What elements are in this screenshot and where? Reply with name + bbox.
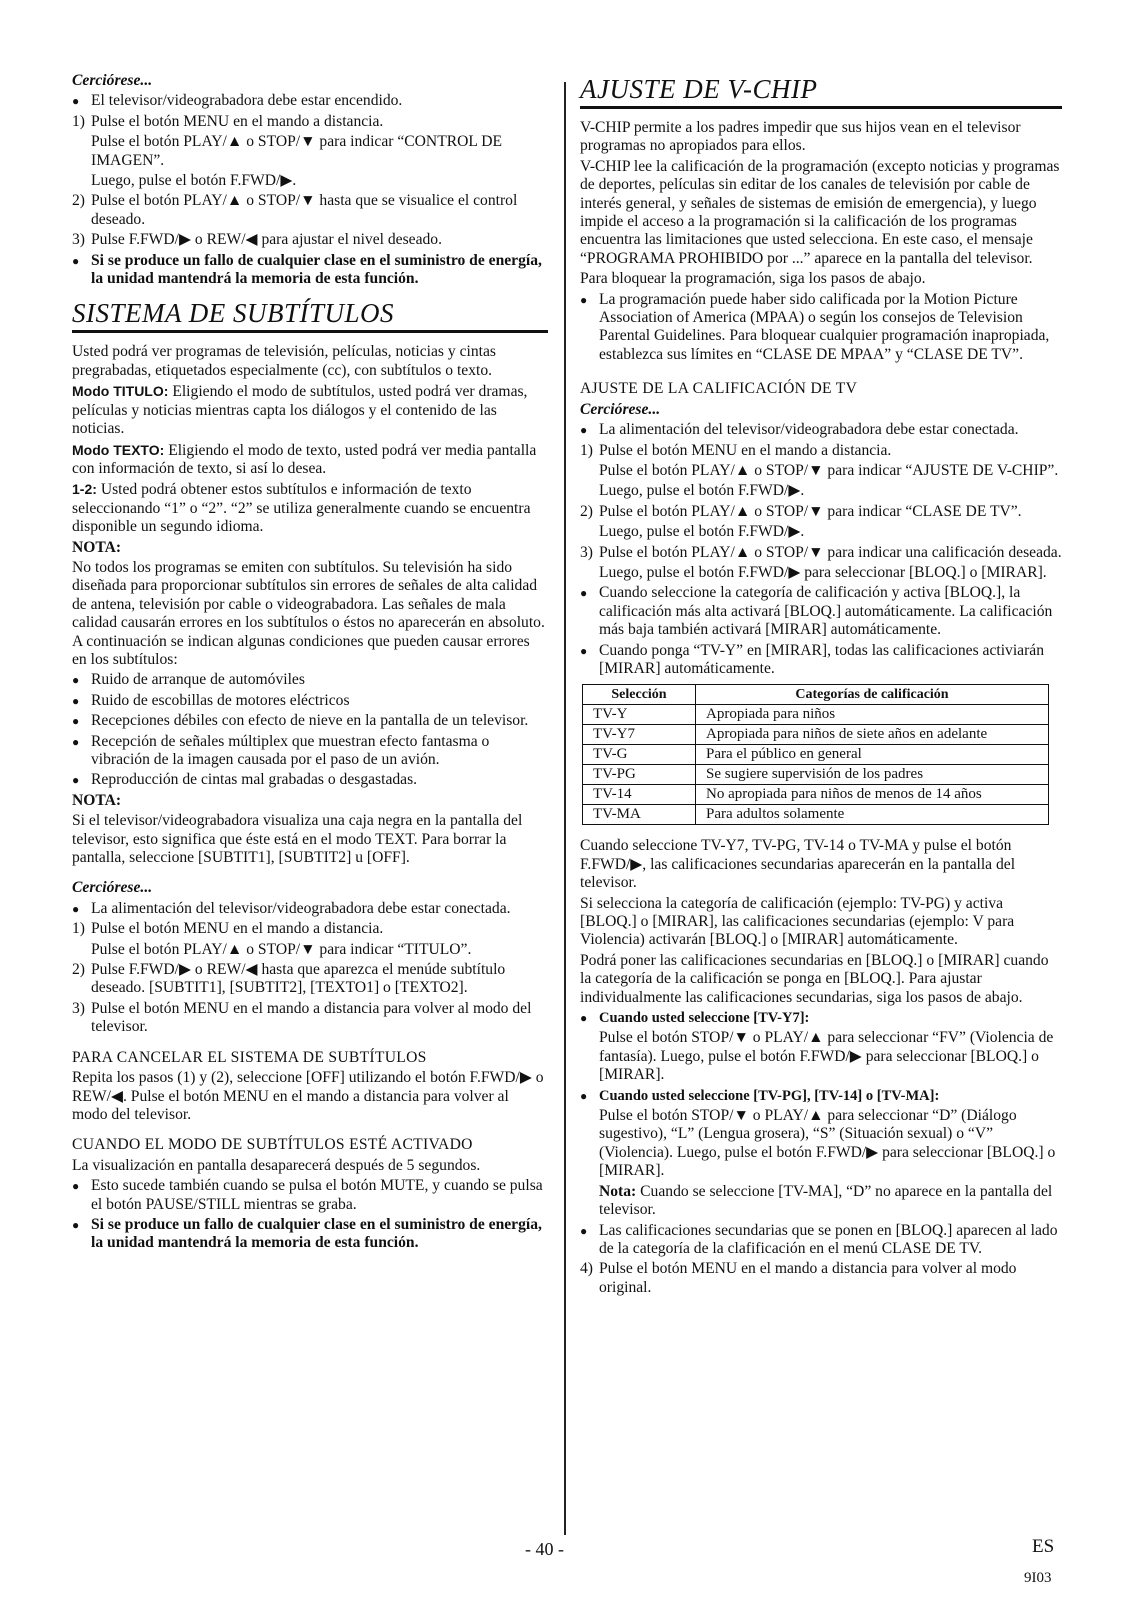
- step-1-detail-2: Luego, pulse el botón F.FWD/▶.: [599, 482, 805, 500]
- bullet-item: ● Cuando ponga “TV-Y” en [MIRAR], todas las calificaciones activiarán [MIRAR] automáticamente.: [580, 642, 1062, 679]
- vchip-p6: Podrá poner las calificaciones secundarias en [BLOQ.] o [MIRAR] cuando la categoría de la calificación se ponga en [BLOQ.]. Para ajustar individualmente las calificaciones secundarias, siga los pasos de abajo.: [580, 951, 1049, 1006]
- tv-pg-text: Pulse el botón STOP/▼ o PLAY/▲ para seleccionar “D” (Diálogo sugestivo), “L” (Lengua grosera), “S” (Situación sexual) o “V” (Violencia). Luego, pulse el botón F.FWD/▶ para seleccionar [BLOQ.] o [MIRAR].: [599, 1107, 1056, 1180]
- step-3: 3) Pulse el botón MENU en el mando a distancia para volver al modo del televisor.: [72, 999, 532, 1036]
- right-column: [580, 0, 1062, 1600]
- step-3-detail: Luego, pulse el botón F.FWD/▶ para seleccionar [BLOQ.] o [MIRAR].: [599, 563, 1047, 581]
- left-column: [72, 0, 548, 1600]
- rating-table: [582, 684, 1049, 825]
- tv-y7-heading: ● Cuando usted seleccione [TV-Y7]:: [580, 1009, 1062, 1027]
- subheading-cancel: PARA CANCELAR EL SISTEMA DE SUBTÍTULOS: [72, 1048, 427, 1066]
- mode-titulo: Modo TITULO: Eligiendo el modo de subtítulos, usted podrá ver dramas, películas y noticias mientras capta los diálogos y el contenido de las noticias.: [72, 383, 528, 438]
- subheading-active: CUANDO EL MODO DE SUBTÍTULOS ESTÉ ACTIVADO: [72, 1136, 473, 1154]
- step-1: 1) Pulse el botón MENU en el mando a distancia.: [72, 920, 384, 938]
- step-3: 3) Pulse el botón PLAY/▲ o STOP/▼ para indicar una calificación deseada.: [580, 543, 1062, 561]
- section-title-vchip: AJUSTE DE V-CHIP: [580, 74, 1062, 109]
- rating-description: Se sugiere supervisión de los padres: [696, 765, 1049, 785]
- vchip-p1: V-CHIP permite a los padres impedir que sus hijos vean en el televisor programas no apropiados para ellos.: [580, 119, 1021, 155]
- active-text: La visualización en pantalla desaparecerá después de 5 segundos.: [72, 1156, 481, 1174]
- step-1-detail: Pulse el botón PLAY/▲ o STOP/▼ para indicar “TITULO”.: [91, 940, 472, 958]
- tv-ma-note: Nota: Cuando se seleccione [TV-MA], “D” no aparece en la pantalla del televisor.: [599, 1182, 1053, 1219]
- step-1: 1) Pulse el botón MENU en el mando a distancia.: [72, 112, 384, 130]
- memory-note-2: ● Si se produce un fallo de cualquier clase en el suministro de energía, la unidad mantendrá la memoria de esta función.: [72, 1216, 548, 1253]
- nota-text-2: Si el televisor/videograbadora visualiza una caja negra en la pantalla del televisor, esto significa que éste está en el modo TEXT. Para borrar la pantalla, seleccione [SUBTIT1], [SUBTIT2] u [OFF].: [72, 812, 523, 867]
- bullet-item: ● La programación puede haber sido calificada por la Motion Picture Association of America (MPAA) o según los consejos de Television Parental Guidelines. Para bloquear cualquier programación inapropiada, establezca sus límites en “CLASE DE MPAA” y “CLASE DE TV”.: [580, 291, 1062, 365]
- nota-label: NOTA:: [72, 538, 122, 556]
- vchip-section: [580, 70, 1062, 1299]
- nota-label-2: NOTA:: [72, 791, 122, 809]
- nota-text: No todos los programas se emiten con subtítulos. Su televisión ha sido diseñada para proporcionar subtítulos sin errores de señales de alta calidad de antena, televisión por cable o videograbadora. Las señales de mala calidad causarán errores en los subtítulos o éstos no aparecerán en absoluto. A continuación se indican algunas condiciones que pueden causar errores en los subtítulos:: [72, 558, 545, 668]
- section-title-subtitulos: SISTEMA DE SUBTÍTULOS: [72, 298, 548, 333]
- rating-code: TV-G: [583, 745, 696, 765]
- bullet-item: ● Esto sucede también cuando se pulsa el botón MUTE, y cuando se pulsa el botón PAUSE/STILL mientras se graba.: [72, 1177, 548, 1214]
- vchip-p3: Para bloquear la programación, siga los pasos de abajo.: [580, 270, 926, 288]
- page-number: - 40 -: [525, 1539, 564, 1559]
- table-row: [583, 745, 1049, 765]
- table-row: [583, 805, 1049, 825]
- condition-item: ● Ruido de escobillas de motores eléctricos: [72, 692, 548, 710]
- step-1-detail-2: Luego, pulse el botón F.FWD/▶.: [91, 172, 297, 190]
- rating-description: Apropiada para niños: [696, 705, 1049, 725]
- picture-control-section: [72, 72, 548, 1255]
- table-row: [583, 725, 1049, 745]
- vchip-p2: V-CHIP lee la calificación de la programación (excepto noticias y programas de deportes, películas sin editar de los canales de televisión por cable de interés general, y señales de sistemas de emisión de emergencia), y luego impide el acceso a la programación si la calificación de los programas encuentra las limitaciones que usted selecciona. En este caso, el mensaje “PROGRAMA PROHIBIDO por ...” aparece en la pantalla del televisor.: [580, 157, 1060, 267]
- step-1-detail: Pulse el botón PLAY/▲ o STOP/▼ para indicar “AJUSTE DE V-CHIP”.: [599, 461, 1059, 479]
- cerciorese-label-3: Cerciórese...: [580, 400, 661, 418]
- condition-item: ● Ruido de arranque de automóviles: [72, 671, 548, 689]
- bullet-item: ● Las calificaciones secundarias que se ponen en [BLOQ.] aparecen al lado de la categoría de la clafificación en el menú CLASE DE TV.: [580, 1222, 1062, 1259]
- table-row: [583, 765, 1049, 785]
- cerciorese-label-2: Cerciórese...: [72, 879, 153, 897]
- step-1-detail: Pulse el botón PLAY/▲ o STOP/▼ para indicar “CONTROL DE IMAGEN”.: [91, 133, 503, 169]
- tv-pg-heading: ● Cuando usted seleccione [TV-PG], [TV-14] o [TV-MA]:: [580, 1087, 1062, 1105]
- step-3: 3) Pulse F.FWD/▶ o REW/◀ para ajustar el nivel deseado.: [72, 231, 442, 249]
- rating-description: Para el público en general: [696, 745, 1049, 765]
- memory-note: ● Si se produce un fallo de cualquier clase en el suministro de energía, la unidad mantendrá la memoria de esta función.: [72, 252, 548, 289]
- vchip-p5: Si selecciona la categoría de calificación (ejemplo: TV-PG) y activa [BLOQ.] o [MIRAR], las calificaciones secundarias (ejemplo: V para Violencia) activarán [BLOQ.] o [MIRAR] automáticamente.: [580, 894, 1015, 949]
- bullet-item: ● La alimentación del televisor/videograbadora debe estar conectada.: [580, 421, 1062, 439]
- rating-code: TV-14: [583, 785, 696, 805]
- rating-code: TV-Y7: [583, 725, 696, 745]
- cerciorese-label: Cerciórese...: [72, 72, 153, 89]
- bullet-item: ● La alimentación del televisor/videograbadora debe estar conectada.: [72, 900, 548, 918]
- rating-description: No apropiada para niños de menos de 14 años: [696, 785, 1049, 805]
- table-row: [583, 785, 1049, 805]
- rating-description: Apropiada para niños de siete años en adelante: [696, 725, 1049, 745]
- column-divider: [564, 82, 566, 1535]
- step-1: 1) Pulse el botón MENU en el mando a distancia.: [580, 441, 892, 459]
- condition-item: ● Recepción de señales múltiplex que muestran efecto fantasma o vibración de la imagen causada por el paso de un avión.: [72, 733, 548, 770]
- condition-item: ● Reproducción de cintas mal grabadas o desgastadas.: [72, 771, 548, 789]
- column-header-selection: Selección: [583, 685, 696, 705]
- step-2: 2) Pulse F.FWD/▶ o REW/◀ hasta que aparezca el menúde subtítulo deseado. [SUBTIT1], [SUBTIT2], [TEXTO1] o [TEXTO2].: [72, 961, 506, 997]
- rating-code: TV-Y: [583, 705, 696, 725]
- column-header-category: Categorías de calificación: [696, 685, 1049, 705]
- step-2: 2) Pulse el botón PLAY/▲ o STOP/▼ para indicar “CLASE DE TV”.: [580, 502, 1022, 520]
- bullet-item: ● El televisor/videograbadora debe estar encendido.: [72, 92, 548, 110]
- step-2-detail: Luego, pulse el botón F.FWD/▶.: [599, 523, 805, 541]
- cancel-text: Repita los pasos (1) y (2), seleccione [OFF] utilizando el botón F.FWD/▶ o REW/◀. Pulse el botón MENU en el mando a distancia para volver al modo del televisor.: [72, 1069, 544, 1123]
- subtitles-intro: Usted podrá ver programas de televisión, películas, noticias y cintas pregrabadas, etiquetados especialmente (cc), con subtítulos o texto.: [72, 343, 496, 379]
- step-4: 4) Pulse el botón MENU en el mando a distancia para volver al modo original.: [580, 1260, 1017, 1296]
- subheading-tv-rating: AJUSTE DE LA CALIFICACIÓN DE TV: [580, 380, 858, 398]
- document-code: 9I03: [1024, 1570, 1052, 1586]
- language-code: ES: [1032, 1536, 1055, 1557]
- rating-description: Para adultos solamente: [696, 805, 1049, 825]
- mode-1-2: 1-2: Usted podrá obtener estos subtítulos e información de texto seleccionando “1” o “2”. “2” se utiliza generalmente cuando se encuentra disponible un segundo idioma.: [72, 481, 531, 536]
- rating-code: TV-MA: [583, 805, 696, 825]
- bullet-item: ● Cuando seleccione la categoría de calificación y activa [BLOQ.], la calificación más alta activará [BLOQ.] automáticamente. La calificación más baja también activará [MIRAR] automáticamente.: [580, 584, 1062, 639]
- table-row: [583, 705, 1049, 725]
- tv-y7-text: Pulse el botón STOP/▼ o PLAY/▲ para seleccionar “FV” (Violencia de fantasía). Luego, pulse el botón F.FWD/▶ para seleccionar [BLOQ.] o [MIRAR].: [599, 1029, 1054, 1084]
- table-header-row: [583, 685, 1049, 705]
- mode-texto: Modo TEXTO: Eligiendo el modo de texto, usted podrá ver media pantalla con información de texto, si así lo desea.: [72, 441, 537, 477]
- condition-item: ● Recepciones débiles con efecto de nieve en la pantalla de un televisor.: [72, 712, 548, 730]
- vchip-p4: Cuando seleccione TV-Y7, TV-PG, TV-14 o TV-MA y pulse el botón F.FWD/▶, las calificaciones secundarias aparecerán en la pantalla del televisor.: [580, 837, 1016, 892]
- step-2: 2) Pulse el botón PLAY/▲ o STOP/▼ hasta que se visualice el control deseado.: [72, 192, 518, 228]
- rating-code: TV-PG: [583, 765, 696, 785]
